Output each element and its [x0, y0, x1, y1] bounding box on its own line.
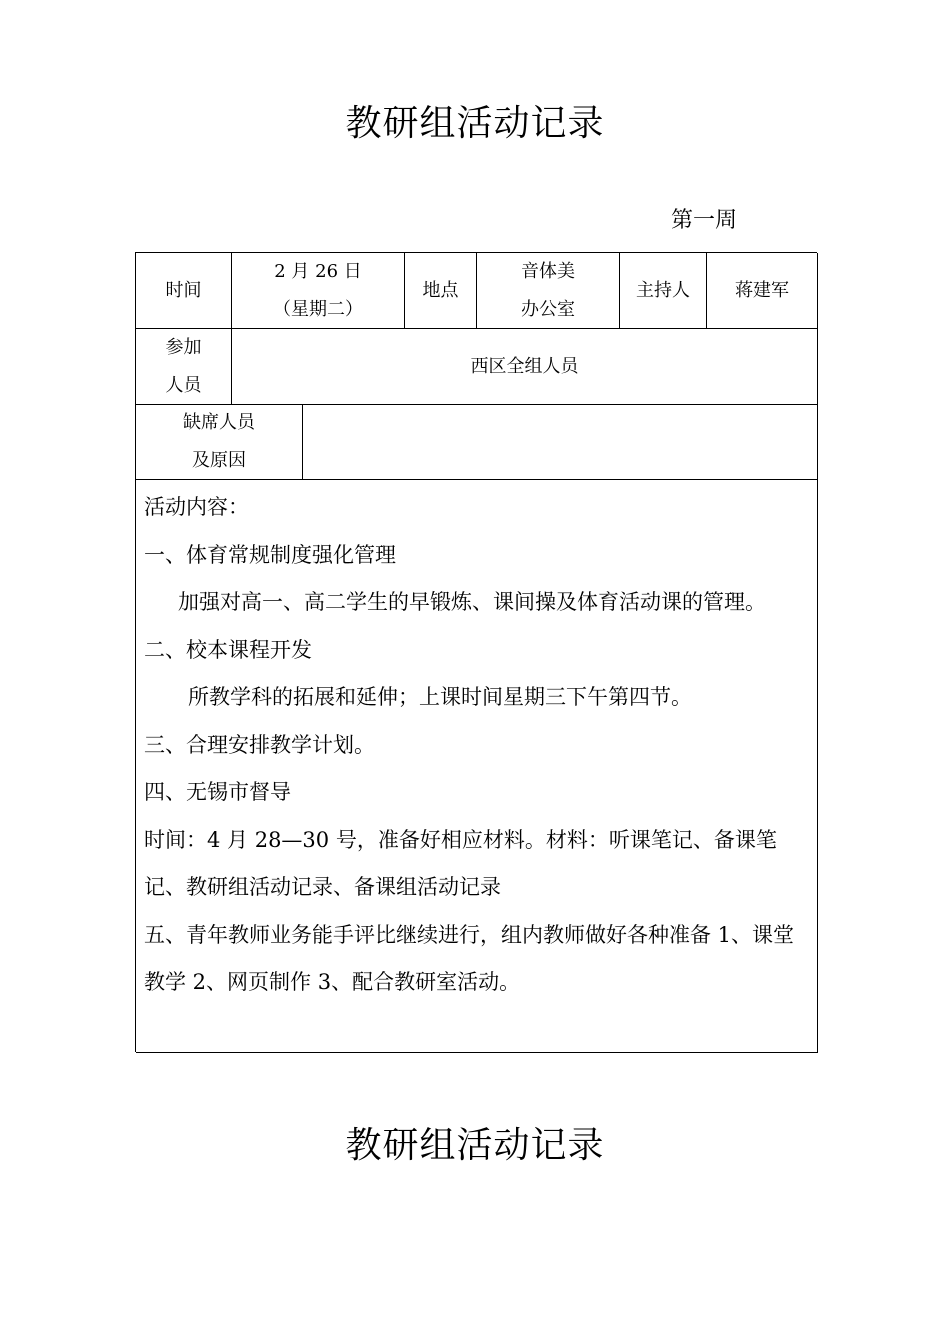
host-label: 主持人 — [636, 279, 690, 301]
attendees-cell — [232, 329, 818, 405]
time-label-cell — [136, 253, 232, 329]
absent-label-cell — [136, 405, 303, 480]
place-value-line2: 办公室 — [521, 298, 575, 320]
content-line: 加强对高一、高二学生的早锻炼、课间操及体育活动课的管理。 — [178, 590, 766, 614]
host-cell — [707, 253, 818, 329]
content-line: 五、青年教师业务能手评比继续进行，组内教师做好各种准备 1、课堂教学 2、网页制作 3、配合教研室活动。 — [144, 922, 795, 994]
content-heading: 活动内容： — [144, 495, 249, 519]
content-line: 时间：4 月 28—30 号，准备好相应材料。材料：听课笔记、备课笔记、教研组活动记录、备课组活动记录 — [144, 827, 777, 899]
absent-cell — [303, 405, 818, 480]
content-line: 二、校本课程开发 — [144, 637, 312, 662]
date-cell — [232, 253, 405, 329]
place-value-line1: 音体美 — [521, 260, 575, 282]
week-label: 第一周 — [671, 208, 738, 233]
document-title: 教研组活动记录 — [345, 103, 605, 144]
absent-label-line2: 及原因 — [192, 450, 246, 471]
activity-content-cell — [136, 480, 818, 1053]
content-line: 三、合理安排教学计划。 — [144, 732, 375, 757]
next-document-title: 教研组活动记录 — [345, 1125, 605, 1166]
attendees-label-line1: 参加 — [165, 336, 202, 358]
place-cell — [477, 253, 620, 329]
host-label-cell — [620, 253, 707, 329]
attendees-value: 西区全组人员 — [470, 355, 579, 377]
attendees-label-line2: 人员 — [165, 374, 202, 396]
place-label: 地点 — [422, 279, 459, 301]
content-line: 四、无锡市督导 — [144, 780, 291, 804]
activity-record-table — [135, 252, 817, 1052]
place-label-cell — [405, 253, 477, 329]
host-name: 蒋建军 — [735, 279, 789, 301]
content-line: 一、体育常规制度强化管理 — [144, 542, 396, 567]
content-line: 所教学科的拓展和延伸；上课时间星期三下午第四节。 — [188, 685, 692, 709]
weekday-value: （星期二） — [273, 298, 363, 320]
time-label: 时间 — [165, 279, 202, 301]
date-value: 2 月 26 日 — [274, 260, 362, 282]
absent-label-line1: 缺席人员 — [183, 412, 255, 433]
attendees-label-cell — [136, 329, 232, 405]
